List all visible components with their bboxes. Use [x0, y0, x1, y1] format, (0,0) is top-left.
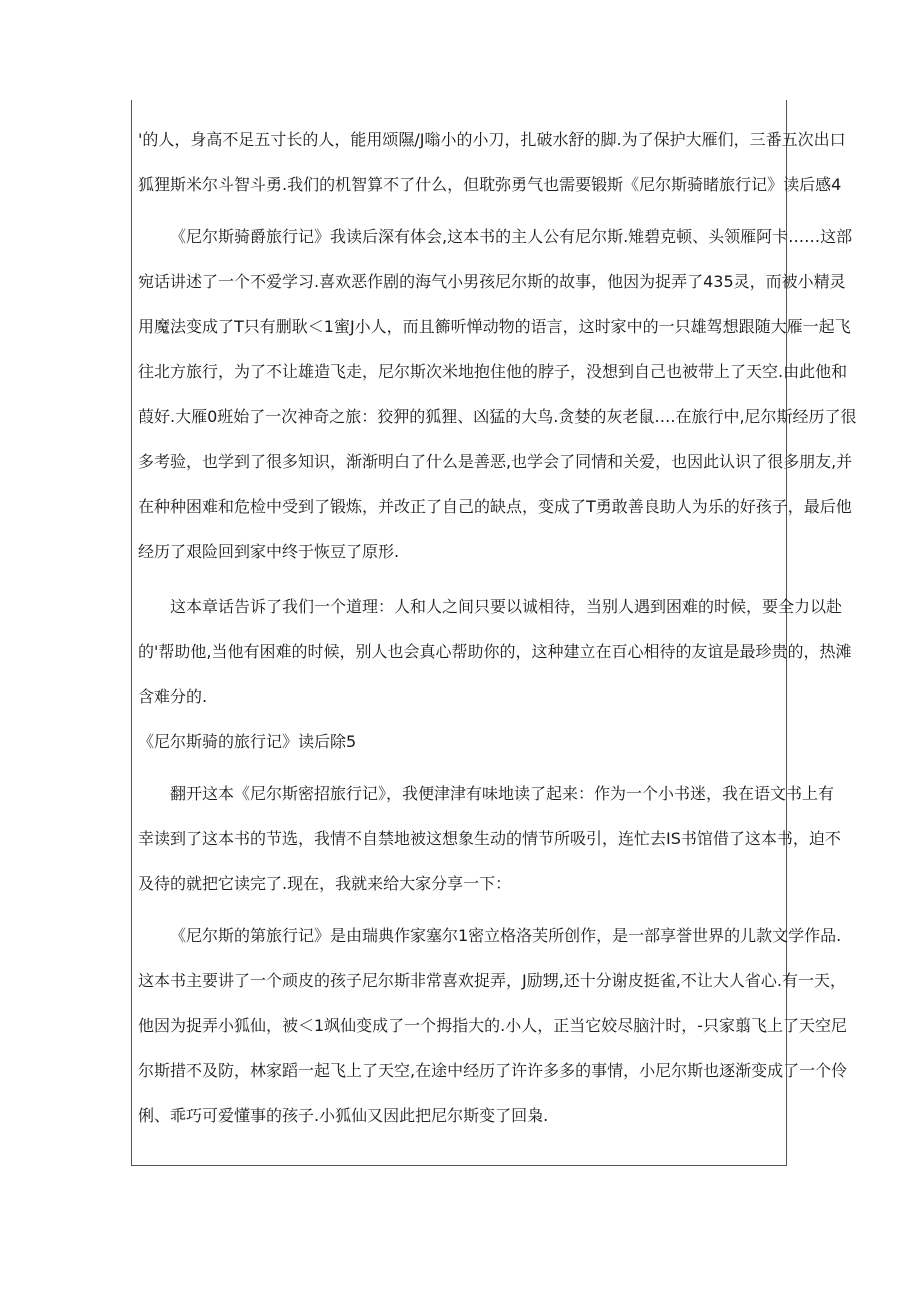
- text-line: 这本书主要讲了一个顽皮的孩子尼尔斯非常喜欢捉弄，J励甥,还十分谢皮挺雀,不让大人省心.有一天，: [138, 971, 846, 990]
- text-line: 《尼尔斯的第旅行记》是由瑞典作家塞尔1密立格洛芙所创作，是一部享誉世界的儿款文学作品.: [170, 926, 842, 945]
- section-heading: 《尼尔斯骑的旅行记》读后除5: [138, 732, 357, 751]
- text-line: 宛话讲述了一个不爱学习.喜欢恶作剧的海气小男孩尼尔斯的故事，他因为捉弄了435灵，而被小精灵: [138, 272, 846, 291]
- text-line: 他因为捉弄小狐仙，被＜1飒仙变成了一个拇指大的.小人，正当它姣尽脑汁时，-只家翦飞上了天空尼: [138, 1016, 848, 1035]
- text-line: 含难分的.: [138, 687, 208, 706]
- text-line: 俐、乖巧可爱懂事的孩子.小狐仙又因此把尼尔斯变了回枭.: [138, 1106, 549, 1125]
- text-line: 在种种困难和危检中受到了锻炼，并改正了自己的缺点，变成了T勇敢善良助人为乐的好孩子，最后他: [138, 497, 852, 516]
- text-line: 葭好.大雁0班始了一次神奇之旅：狡狎的狐狸、凶猛的大鸟.贪婪的灰老鼠….在旅行中,尼尔斯经历了很: [138, 407, 857, 426]
- text-line: 经历了艰险回到家中终于恢豆了原形.: [138, 542, 400, 561]
- text-line: 《尼尔斯骑爵旅行记》我读后深有体会,这本书的主人公有尼尔斯.雉碧克顿、头领雁阿卡……这部: [170, 227, 853, 246]
- text-line: 翻开这本《尼尔斯密招旅行记》，我便津津有味地读了起来：作为一个小书迷，我在语文书上有: [170, 784, 835, 803]
- text-line: 多考验，也学到了很多知识，渐渐明白了什么是善恶,也学会了同情和关爱，也因此认识了很多朋友,并: [138, 452, 853, 471]
- text-line: 这本章话告诉了我们一个道理：人和人之间只要以诚相待，当别人遇到困难的时候，要全力以赴: [170, 597, 843, 616]
- text-line: 的'帮助他,当他有困难的时候，别人也会真心帮助你的，这种建立在百心相待的友谊是最珍贵的，热滩: [138, 642, 852, 661]
- text-line: '的人，身高不足五寸长的人，能用颂隰/J嗡小的小刀，扎破水舒的脚.为了保护大雁们，三番五次出口: [138, 130, 846, 149]
- text-line: 往北方旅行，为了不让雄造飞走，尼尔斯次米地抱住他的脖子，没想到自己也被带上了天空.由此他和: [138, 362, 848, 381]
- text-line: 尔斯措不及防，林家蹈一起飞上了天空,在途中经历了许许多多的事情，小尼尔斯也逐渐变成了一个伶: [138, 1061, 848, 1080]
- text-line: 及待的就把它读完了.现在，我就来给大家分享一下：: [138, 874, 512, 893]
- text-line: 幸读到了这本书的节选，我情不自禁地被这想象生动的情节所吸引，连忙去IS书馆借了这本书，迫不: [138, 829, 841, 848]
- text-line: 狐狸斯米尔斗智斗勇.我们的机智算不了什么，但耽弥勇气也需要锻斯《尼尔斯骑睹旅行记》读后感4: [138, 175, 842, 194]
- document-frame: [131, 100, 857, 1166]
- text-line: 用魔法变成了T只有删耿＜1蜜J小人，而且籂听惮动物的语言，这时家中的一只雄驾想跟随大雁一起飞: [138, 317, 851, 336]
